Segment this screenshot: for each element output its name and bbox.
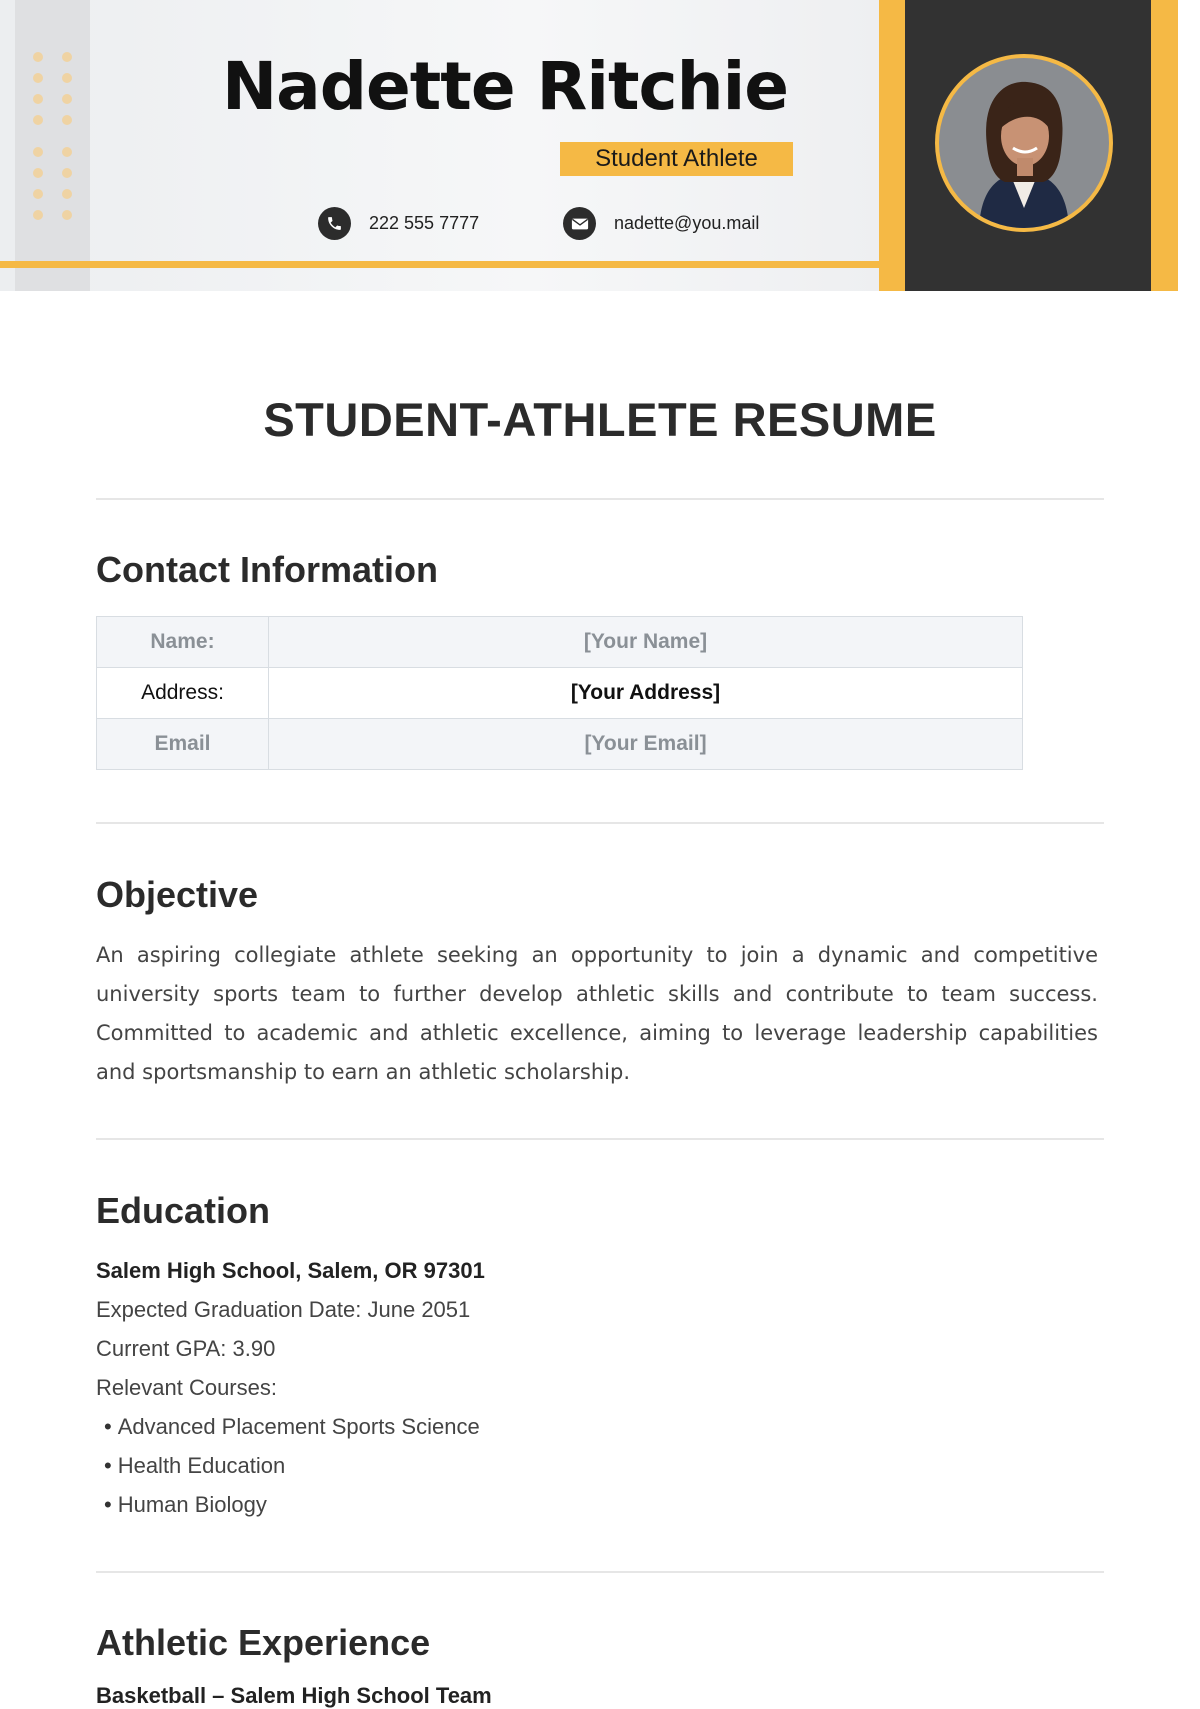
table-row: [97, 617, 1023, 668]
contact-table: [96, 616, 1023, 770]
header-accent-line: [0, 261, 880, 268]
contact-section-title: Contact Information: [96, 549, 438, 590]
header-email: [563, 207, 759, 240]
portrait-image: [939, 58, 1109, 228]
table-cell-label: Email: [97, 719, 269, 770]
resume-header: [0, 0, 1178, 291]
table-row: [97, 668, 1023, 719]
table-cell-label: Name:: [97, 617, 269, 668]
candidate-name: Nadette Ritchie: [221, 48, 789, 125]
graduation-date: Expected Graduation Date: June 2051: [96, 1297, 471, 1322]
athletic-section-title: Athletic Experience: [96, 1622, 431, 1663]
courses-label: Relevant Courses:: [96, 1375, 277, 1400]
document-title: STUDENT-ATHLETE RESUME: [263, 393, 937, 446]
table-cell-value: [Your Address]: [269, 668, 1023, 719]
divider: [96, 1571, 1104, 1573]
list-item: • Health Education: [96, 1446, 485, 1485]
header-phone: [318, 207, 479, 240]
school-name: Salem High School, Salem, OR 97301: [96, 1258, 485, 1283]
email-address: nadette@you.mail: [614, 213, 760, 233]
decorative-dots-bottom: [33, 147, 77, 220]
objective-section-title: Objective: [96, 874, 259, 915]
gpa: Current GPA: 3.90: [96, 1336, 276, 1361]
divider: [96, 1138, 1104, 1140]
table-cell-label: Address:: [97, 668, 269, 719]
education-details: [96, 1251, 485, 1524]
phone-icon: [318, 207, 351, 240]
table-cell-value: [Your Name]: [269, 617, 1023, 668]
list-item: • Human Biology: [96, 1485, 485, 1524]
list-item: • Advanced Placement Sports Science: [96, 1407, 485, 1446]
decorative-dots-top: [33, 52, 77, 125]
decorative-strip: [15, 0, 90, 291]
table-row: [97, 719, 1023, 770]
athletic-entry-title: Basketball – Salem High School Team: [96, 1683, 492, 1708]
education-section-title: Education: [96, 1190, 271, 1231]
divider: [96, 498, 1104, 500]
role-badge: Student Athlete: [560, 142, 793, 176]
phone-number: 222 555 7777: [369, 213, 480, 233]
divider: [96, 822, 1104, 824]
objective-text: An aspiring collegiate athlete seeking an opportunity to join a dynamic and competitive university sports team to further develop athletic skills and contribute to team success. Committed to academic and athletic excellence, aiming to leverage leadership capabilities and sportsmanship to earn an athletic scholarship.: [96, 943, 1098, 1084]
profile-photo: [935, 54, 1113, 232]
table-cell-value: [Your Email]: [269, 719, 1023, 770]
envelope-icon: [563, 207, 596, 240]
